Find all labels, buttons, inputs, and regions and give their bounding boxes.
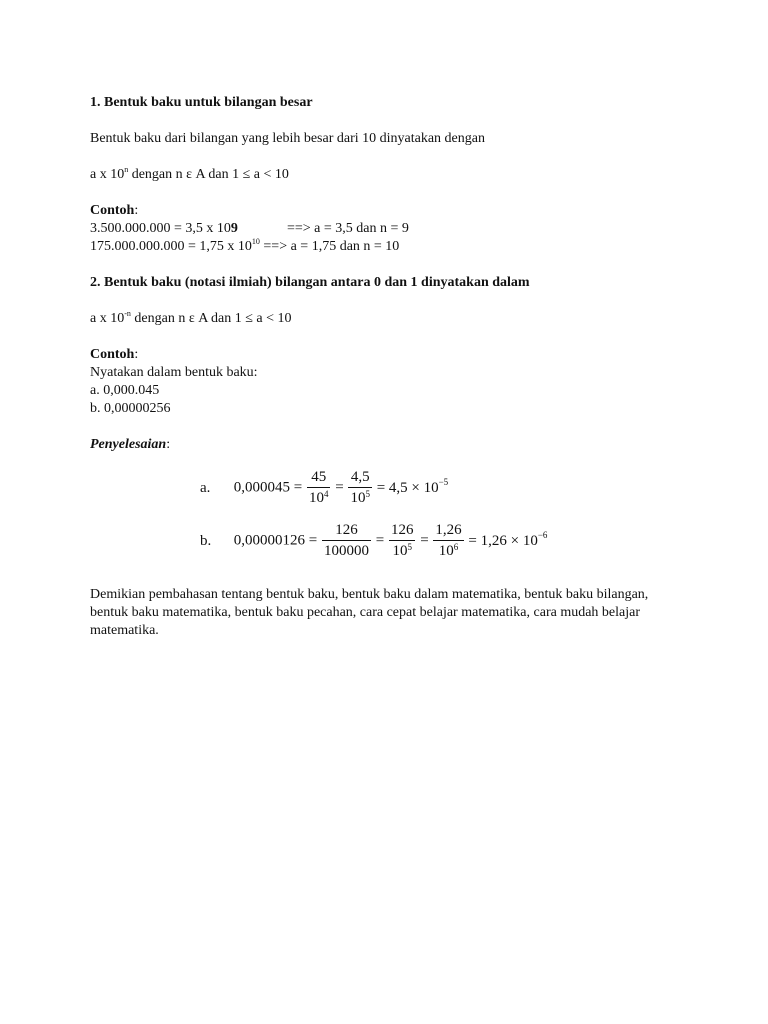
section1-example-label: Contoh: xyxy=(90,203,139,218)
equation-b-fraction-1: $\frac{126}{100000}$ xyxy=(323,522,369,559)
closing-paragraph: Demikian pembahasan tentang bentuk baku, bentuk baku dalam matematika, bentuk baku bilangan, bentuk baku matematika, bentuk baku pecahan, cara cepat belajar matematika, cara mudah belajar matematika. xyxy=(90,587,649,638)
section2-formula: a x $10^{-n}$ dengan n ε A dan 1 ≤ a < 10 xyxy=(90,309,292,326)
section1-example-1: 3.500.000.000 = 3,5 x 109 xyxy=(90,221,238,236)
equation-b-fraction-3: $\frac{1,26}{10^6}$ xyxy=(435,522,462,559)
equation-a-lhs: 0,000045 = xyxy=(233,479,303,496)
section2-example-label: Contoh: xyxy=(90,347,139,362)
section1-example-1-result: ==> a = 3,5 dan n = 9 xyxy=(287,221,409,236)
section2-item-b: b. 0,00000256 xyxy=(90,401,171,416)
equation-a-fraction-2: $\frac{4,5}{10^5}$ xyxy=(350,469,370,506)
equation-b-lhs: 0,00000126 = xyxy=(233,532,318,549)
equation-b-label: b. xyxy=(200,532,212,549)
equation-a-label: a. xyxy=(200,479,211,496)
solution-label: Penyelesaian: xyxy=(90,437,171,452)
equation-a-fraction-1: $\frac{45}{10^4}$ xyxy=(308,469,329,506)
equation-a-result: = $4,5 \times 10^{-5}$ xyxy=(376,476,449,496)
section1-heading: 1. Bentuk baku untuk bilangan besar xyxy=(90,95,313,110)
equation-b-result: = $1,26 \times 10^{-6}$ xyxy=(468,529,548,549)
section1-formula: a x 10$^n$ dengan n ε A dan 1 ≤ a < 10 xyxy=(90,165,289,182)
section2-task: Nyatakan dalam bentuk baku: xyxy=(90,365,258,380)
equation-a: a. 0,000045 = $\frac{45}{10^4}$ = $\frac{4,5}{10^5}$ = $4,5 \times 10^{-5}$ xyxy=(200,469,449,506)
section2-heading: 2. Bentuk baku (notasi ilmiah) bilangan antara 0 dan 1 dinyatakan dalam xyxy=(90,275,530,290)
equation-b: b. 0,00000126 = $\frac{126}{100000}$ = $\frac{126}{10^5}$ = $\frac{1,26}{10^6}$ = $1,26 \times 10^{-6}$ xyxy=(200,522,548,559)
section1-intro: Bentuk baku dari bilangan yang lebih besar dari 10 dinyatakan dengan xyxy=(90,131,485,146)
section1-example-2: 175.000.000.000 = 1,75 x $10^{10}$ ==> a = 1,75 dan n = 10 xyxy=(90,237,400,254)
equation-b-fraction-2: $\frac{126}{10^5}$ xyxy=(390,522,414,559)
section2-item-a: a. 0,000.045 xyxy=(90,383,160,398)
